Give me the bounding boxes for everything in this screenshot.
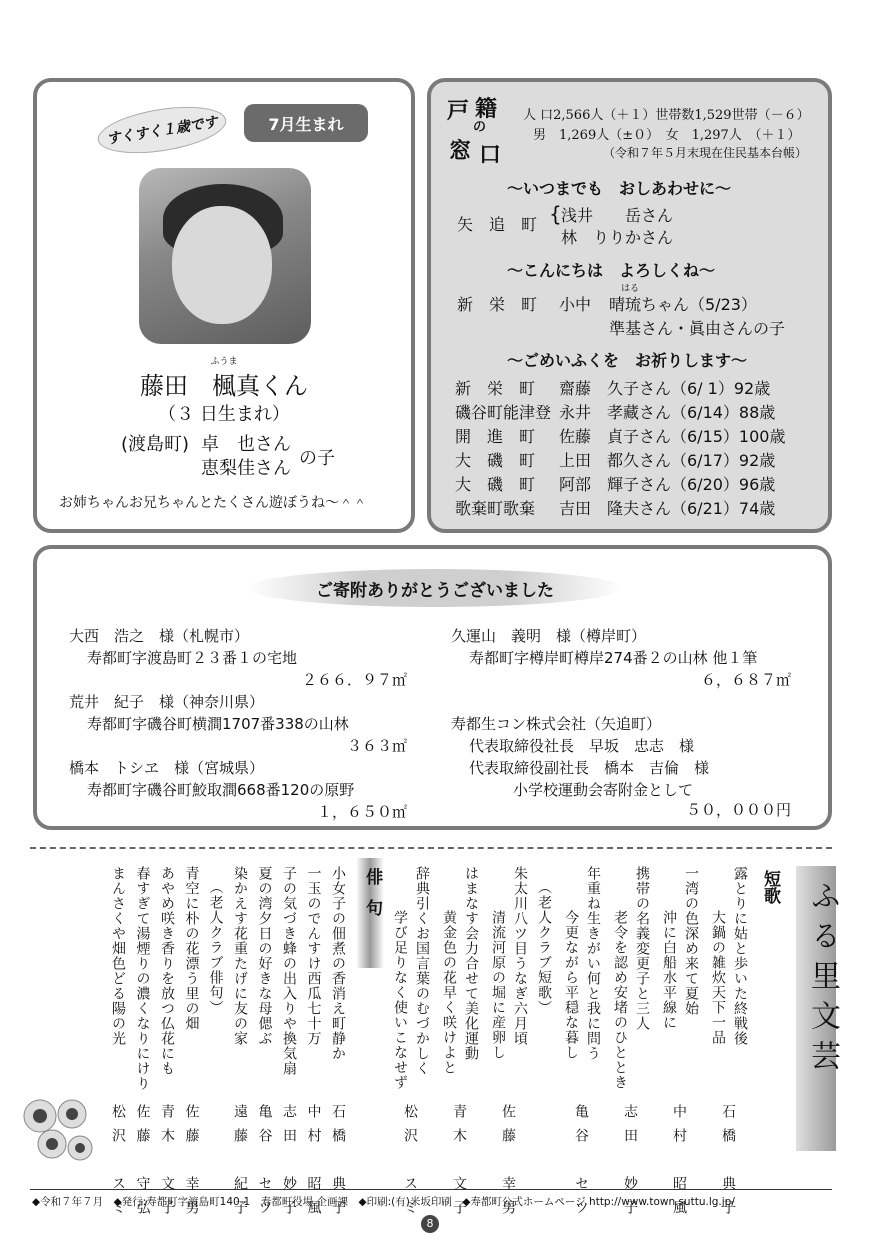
baby-message: お姉ちゃんお兄ちゃんとたくさん遊ぼうね～＾＾ [59,495,367,511]
tanka-line-1: はまなす会力合せて美化運動 [463,866,479,1061]
donation-amount: ３６３㎡ [346,737,407,755]
tanka-author: 亀谷 セツ [573,1104,589,1224]
tanka-title: 短歌 [760,870,780,904]
haiku-author: 遠藤 紀子 [232,1104,248,1224]
death-town: 歌棄町歌棄 [455,499,536,518]
tanka-author: 中村 昭風 [671,1104,687,1224]
birth-surname: 小中 [559,295,592,314]
tanka-line-1: 朱太川八ツ目うなぎ六月頃 [512,866,528,1046]
haiku-line: 青空に朴の花漂う里の畑 [183,866,200,1031]
death-heading: ～ごめいふくを お祈りします～ [507,351,748,370]
rep-1: 代表取締役社長 早坂 忠志 様 [469,737,695,755]
tanka-line-1: 露とりに姑と歩いた終戦後 [732,866,748,1046]
donation-amount: １，６５０㎡ [316,803,407,821]
donation-item: 寿都町字渡島町２３番１の宅地 [87,649,298,667]
tanka-author: 青木 文子 [451,1104,467,1224]
donor-right-2: 寿都生コン株式会社（矢追町） [451,715,662,733]
haiku-line: 子の気づき蜂の出入りや換気扇 [281,866,297,1076]
tanka-line-2: 清流河原の堀に産卵し [490,910,506,1060]
haiku-line: 一玉のでんすけ西瓜七十万 [305,866,322,1046]
birth-heading: ～こんにちは よろしくね～ [507,261,716,280]
birth-town: 新 栄 町 [457,295,538,314]
death-town: 開 進 町 [455,427,536,446]
tanka-author: 松沢 スミ [402,1104,418,1224]
tanka-line-2: 老令を認め安堵のひととき [612,910,628,1090]
donor-right-1: 久運山 義明 様（樽岸町） [451,627,647,645]
koseki-logo: 戸 籍 の 窓 口 [447,97,502,168]
divider [30,847,832,849]
population-line-1: 人 口2,566人（＋１）世帯数1,529世帯（－６） [523,108,810,123]
tanka-line-1: 年重ね生きがい何と我に問う [585,866,601,1061]
death-entry: 佐藤 貞子さん（6/15）100歳 [559,427,786,446]
father-name: 卓 也さん [201,434,291,455]
tanka-line-2: 沖に白船水平線に [661,910,677,1030]
baby-panel [33,78,415,533]
marriage-heading: ～いつまでも おしあわせに～ [507,179,732,198]
haiku-author: 青木 文子 [159,1104,175,1224]
birth-ruby: はる [621,284,640,294]
marriage-town: 矢 追 町 [457,215,538,234]
population-line-2: 男 1,269人（±０） 女 1,297人 （＋１） [533,128,801,143]
page-number: 8 [421,1215,439,1233]
tanka-line-1: 携帯の名義変更子と三人 [634,866,650,1031]
name-ruby: ふうま [210,357,238,367]
haiku-line: 染かえす花重たげに友の家 [232,866,248,1046]
haiku-author: 志田 妙子 [281,1104,297,1224]
haiku-author: 亀谷 セツ [256,1104,273,1224]
donor-name: 大西 浩之 様（札幌市） [69,627,250,645]
tanka-author: 石橋 典子 [720,1104,736,1224]
sunflower-icon [20,1096,95,1171]
tanka-line-2: 黄金色の花早く咲けよと [441,910,457,1075]
tanka-author: 志田 妙子 [622,1104,638,1224]
donation-amount: ２６６．９７㎡ [301,671,407,689]
item-right-1: 寿都町字樽岸町樽岸274番２の山林 他１筆 [469,649,758,667]
tanka-line-1: 一湾の色深め来て夏始 [683,866,699,1016]
baby-name: 藤田 楓真くん [140,372,308,400]
birth-name: 晴琉ちゃん（5/23） [609,295,757,314]
rep-2: 代表取締役副社長 橋本 吉倫 様 [469,759,710,777]
haiku-author: 中村 昭風 [305,1104,322,1224]
tanka-line-2: 学び足りなく使いこなせず [392,910,408,1090]
donation-item: 寿都町字磯谷町横澗1707番338の山林 [87,715,349,733]
tanka-author: 佐藤 幸男 [500,1104,516,1224]
birth-day: （３ 日生まれ） [158,404,290,425]
birth-parents: 準基さん・眞由さんの子 [609,319,786,338]
tanka-line-1: 辞典引くお国言葉のむづかしく [414,866,430,1076]
footer-divider [30,1189,832,1190]
death-entry: 上田 都久さん（6/17）92歳 [559,451,776,470]
one-year-badge: すくすく１歳です [95,99,230,161]
haiku-line: 夏の湾夕日の好きな母偲ぶ [256,866,273,1046]
amount-right-1: ６，６８７㎡ [700,671,791,689]
haiku-title: 俳句 [362,868,382,930]
tanka-line-2: 今更ながら平穏な暮し [563,910,579,1060]
haiku-line: あやめ咲き香りを放つ仏花にも [159,866,175,1076]
haiku-author: 佐藤 守弘 [134,1104,151,1224]
death-town: 磯谷町能津登 [455,403,552,422]
donor-name: 橋本 トシヱ 様（宮城県） [69,759,265,777]
death-entry: 永井 孝藏さん（6/14）88歳 [559,403,776,422]
death-town: 大 磯 町 [455,475,536,494]
tanka-line-2: 大鍋の雑炊天下一品 [710,910,726,1045]
furusato-title: ふる里文芸 [805,880,840,1080]
amount-right-2: ５０，０００円 [685,801,791,819]
donation-heading: ご寄附ありがとうございました [316,581,554,601]
donor-name: 荒井 紀子 様（神奈川県） [69,693,265,711]
haiku-author: 松沢 スミ [110,1104,126,1224]
footer-info: ◆令和７年７月 ◆発行:寿都町字渡島町140-1 寿都町役場 企画課 ◆印刷:(有)米坂印刷 ◆寿都町公式ホームページ http://www.town.suttu.lg.jp/ [32,1196,735,1208]
month-badge: 7月生まれ [244,104,368,142]
mother-name: 恵梨佳さん [201,458,291,479]
haiku-line: 小女子の佃煮の香消え町静か [330,866,346,1061]
donation-purpose: 小学校運動会寄附金として [513,781,694,799]
population-date: （令和７年５月末現在住民基本台帳） [603,146,808,160]
haiku-author: 佐藤 幸男 [183,1104,200,1224]
haiku-author: 石橋 典子 [330,1104,346,1224]
death-town: 新 栄 町 [455,379,536,398]
haiku-line: 春すぎて湯煙りの濃くなりにけり [134,866,151,1091]
death-entry: 齋藤 久子さん（6/ 1）92歳 [559,379,771,398]
death-entry: 吉田 隆夫さん（6/21）74歳 [559,499,776,518]
koseki-panel: 戸 籍 の 窓 口 人 口2,566人（＋１）世帯数1,529世帯（－６） 男 1,269人（±０） 女 1,297人 （＋１） （令和７年５月末現在住民基本台帳） ～いつまでも おしあわせに～ 矢 追 町 { 浅井 岳さん 林 りりかさん ～こんにちは よろしくね～ 新 栄 町 小中 はる 晴琉ちゃん（5/23） 準基さん・眞由さんの子 ～ごめいふくを お祈りします～ 新 栄 町 齋藤 久子さん（6/ 1）92歳 磯谷町能津登 永井 孝藏さん（6/14）88歳 開 進 町 佐藤 貞子さん（6/15）100歳 大 磯 町 上田 都久さん（6/17）92歳 大 磯 町 阿部 輝子さん（6/20）96歳 歌棄町歌棄 吉田 隆夫さん（6/21）74歳 [427,78,832,533]
death-town: 大 磯 町 [455,451,536,470]
marriage-name-2: 林 りりかさん [561,228,674,247]
donation-item: 寿都町字磯谷町鮫取澗668番120の原野 [87,781,355,799]
tanka-group-label: （老人クラブ短歌） [536,880,552,1015]
donation-panel [33,545,832,830]
death-entry: 阿部 輝子さん（6/20）96歳 [559,475,776,494]
haiku-group-label: （老人クラブ俳句） [207,880,224,1015]
haiku-line: まんさくや畑色どる陽の光 [110,866,126,1046]
child-suffix: の子 [299,448,335,469]
baby-photo [139,168,311,344]
parents-town: (渡島町) [121,434,190,455]
marriage-name-1: 浅井 岳さん [561,206,674,225]
